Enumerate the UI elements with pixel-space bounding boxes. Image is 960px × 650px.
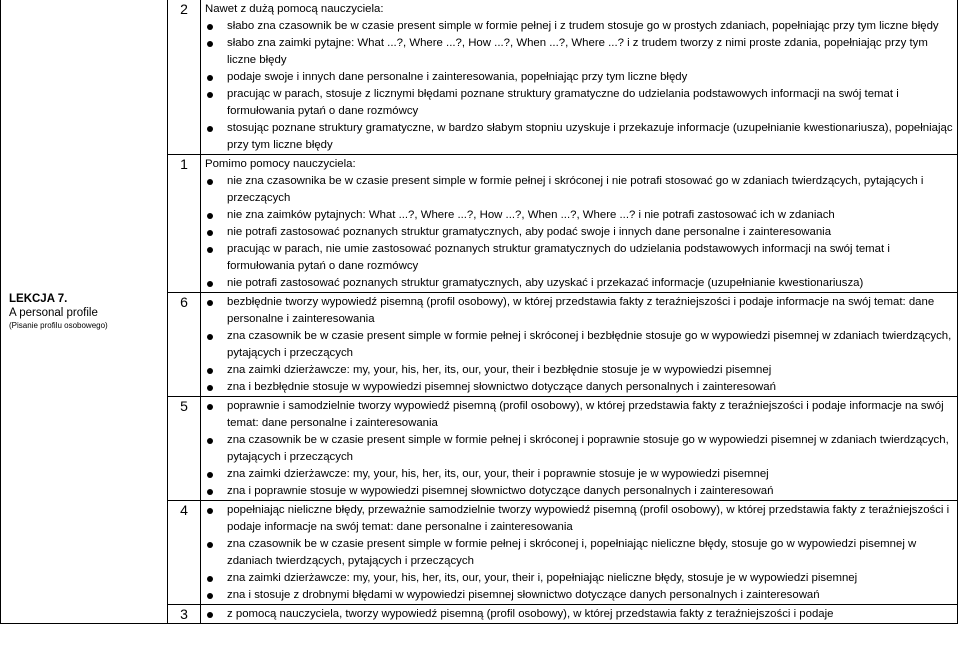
criteria-item (205, 328, 953, 362)
criteria-item (205, 483, 953, 500)
grade-number: 3 (168, 605, 201, 624)
grade-number: 5 (168, 397, 201, 501)
criteria-item (205, 502, 953, 536)
criteria-text: podaje swoje i innych dane personalne i zainteresowania, popełniając przy tym liczne błędy (227, 71, 688, 83)
criteria-text: zna i stosuje z drobnymi błędami w wypowiedzi pisemnej słownictwo dotyczące danych personalnych i zainteresowań (227, 589, 820, 601)
bullet-icon (207, 593, 213, 599)
criteria-item (205, 224, 953, 241)
lesson-note: (Pisanie profilu osobowego) (9, 321, 108, 330)
criteria-item (205, 587, 953, 604)
criteria-list (205, 18, 953, 154)
criteria-item (205, 35, 953, 69)
bullet-icon (207, 334, 213, 340)
criteria-cell (201, 397, 958, 501)
criteria-text: bezbłędnie tworzy wypowiedź pisemną (profil osobowy), w której przedstawia fakty z teraźniejszości i podaje informacje na swój temat: dane personalne i zainteresowania (227, 296, 935, 325)
criteria-item (205, 173, 953, 207)
criteria-cell (201, 155, 958, 293)
criteria-item (205, 570, 953, 587)
bullet-icon (207, 247, 213, 253)
criteria-item (205, 207, 953, 224)
criteria-text: nie potrafi zastosować poznanych struktur gramatycznych, aby uzyskać i przekazać informacje (uzupełnianie kwestionariusza) (227, 277, 864, 289)
criteria-item (205, 379, 953, 396)
criteria-list (205, 173, 953, 292)
bullet-icon (207, 612, 213, 618)
bullet-icon (207, 385, 213, 391)
criteria-text: zna czasownik be w czasie present simple w formie pełnej i skróconej i poprawnie stosuje go w wypowiedzi pisemnej w zdaniach twierdzących, pytających i przeczących (227, 434, 949, 463)
criteria-list (205, 606, 953, 623)
bullet-icon (207, 281, 213, 287)
criteria-list (205, 502, 953, 604)
criteria-text: nie potrafi zastosować poznanych struktur gramatycznych, aby podać swoje i innych dane personalne i zainteresowania (227, 226, 832, 238)
lesson-title: LEKCJA 7. (9, 293, 68, 305)
criteria-item (205, 536, 953, 570)
criteria-item (205, 120, 953, 154)
bullet-icon (207, 75, 213, 81)
grade-number: 1 (168, 155, 201, 293)
criteria-list (205, 294, 953, 396)
bullet-icon (207, 230, 213, 236)
criteria-text: zna zaimki dzierżawcze: my, your, his, her, its, our, your, their i, popełniając nieliczne błędy, stosuje je w wypowiedzi pisemnej (227, 572, 858, 584)
criteria-text: stosując poznane struktury gramatyczne, w bardzo słabym stopniu uzyskuje i przekazuje informacje (uzupełnianie kwestionariusza), popełniając przy tym liczne błędy (227, 122, 953, 151)
criteria-item (205, 69, 953, 86)
bullet-icon (207, 508, 213, 514)
bullet-icon (207, 438, 213, 444)
bullet-icon (207, 489, 213, 495)
bullet-icon (207, 368, 213, 374)
criteria-text: zna czasownik be w czasie present simple w formie pełnej i skróconej i bezbłędnie stosuje go w wypowiedzi pisemnej w zdaniach twierdzących, pytających i przeczących (227, 330, 952, 359)
bullet-icon (207, 404, 213, 410)
criteria-text: zna i bezbłędnie stosuje w wypowiedzi pisemnej słownictwo dotyczące danych personalnych i zainteresowań (227, 381, 776, 393)
criteria-text: zna czasownik be w czasie present simple w formie pełnej i skróconej i, popełniając nieliczne błędy, stosuje go w wypowiedzi pisemnej w zdaniach twierdzących, pytających i przeczących (227, 538, 917, 567)
criteria-item (205, 606, 953, 623)
criteria-text: słabo zna czasownik be w czasie present simple w formie pełnej i z trudem stosuje go w prostych zdaniach, popełniając przy tym liczne błędy (227, 20, 939, 32)
grade-number: 2 (168, 0, 201, 155)
criteria-text: zna i poprawnie stosuje w wypowiedzi pisemnej słownictwo dotyczące danych personalnych i zainteresowań (227, 485, 774, 497)
bullet-icon (207, 179, 213, 185)
criteria-item (205, 275, 953, 292)
criteria-intro: Pomimo pomocy nauczyciela: (205, 158, 356, 170)
bullet-icon (207, 542, 213, 548)
criteria-item (205, 294, 953, 328)
criteria-text: pracując w parach, stosuje z licznymi błędami poznane struktury gramatyczne do udzielania podstawowych informacji na swój temat i formułowania pytań o dane rozmówcy (227, 88, 899, 117)
criteria-text: popełniając nieliczne błędy, przeważnie samodzielnie tworzy wypowiedź pisemną (profil osobowy), w której przedstawia fakty z teraźniejszości i podaje informacje na swój temat: dane personalne i zainteresowania (227, 504, 950, 533)
criteria-text: z pomocą nauczyciela, tworzy wypowiedź pisemną (profil osobowy), w której przedstawia fakty z teraźniejszości i podaje (227, 608, 834, 620)
criteria-text: nie zna czasownika be w czasie present simple w formie pełnej i skróconej i nie potrafi stosować go w zdaniach twierdzących, pytających i przeczących (227, 175, 924, 204)
criteria-cell (201, 501, 958, 605)
criteria-cell (201, 0, 958, 155)
criteria-item (205, 362, 953, 379)
lesson-subtitle: A personal profile (9, 307, 98, 319)
criteria-text: nie zna zaimków pytajnych: What ...?, Where ...?, How ...?, When ...?, Where ...? i nie potrafi zastosować ich w zdaniach (227, 209, 835, 221)
criteria-text: pracując w parach, nie umie zastosować poznanych struktur gramatycznych do udzielania podstawowych informacji na swój temat i formułowania pytań o dane rozmówcy (227, 243, 890, 272)
bullet-icon (207, 41, 213, 47)
bullet-icon (207, 24, 213, 30)
grade-number: 4 (168, 501, 201, 605)
bullet-icon (207, 576, 213, 582)
criteria-item (205, 398, 953, 432)
bullet-icon (207, 472, 213, 478)
criteria-item (205, 18, 953, 35)
bullet-icon (207, 92, 213, 98)
criteria-item (205, 86, 953, 120)
criteria-item (205, 466, 953, 483)
bullet-icon (207, 300, 213, 306)
criteria-cell (201, 605, 958, 624)
criteria-text: poprawnie i samodzielnie tworzy wypowiedź pisemną (profil osobowy), w której przedstawia fakty z teraźniejszości i podaje informacje na swój temat: dane personalne i zainteresowania (227, 400, 944, 429)
criteria-cell (201, 293, 958, 397)
criteria-text: zna zaimki dzierżawcze: my, your, his, her, its, our, your, their i poprawnie stosuje je w wypowiedzi pisemnej (227, 468, 769, 480)
bullet-icon (207, 126, 213, 132)
grade-number: 6 (168, 293, 201, 397)
grade-row (1, 0, 958, 155)
criteria-intro: Nawet z dużą pomocą nauczyciela: (205, 3, 384, 15)
criteria-text: zna zaimki dzierżawcze: my, your, his, her, its, our, your, their i bezbłędnie stosuje je w wypowiedzi pisemnej (227, 364, 772, 376)
criteria-list (205, 398, 953, 500)
criteria-text: słabo zna zaimki pytajne: What ...?, Where ...?, How ...?, When ...?, Where ...? i z trudem tworzy z nimi proste zdania, popełniając przy tym liczne błędy (227, 37, 928, 66)
lesson-cell (1, 0, 168, 624)
criteria-item (205, 241, 953, 275)
criteria-item (205, 432, 953, 466)
bullet-icon (207, 213, 213, 219)
